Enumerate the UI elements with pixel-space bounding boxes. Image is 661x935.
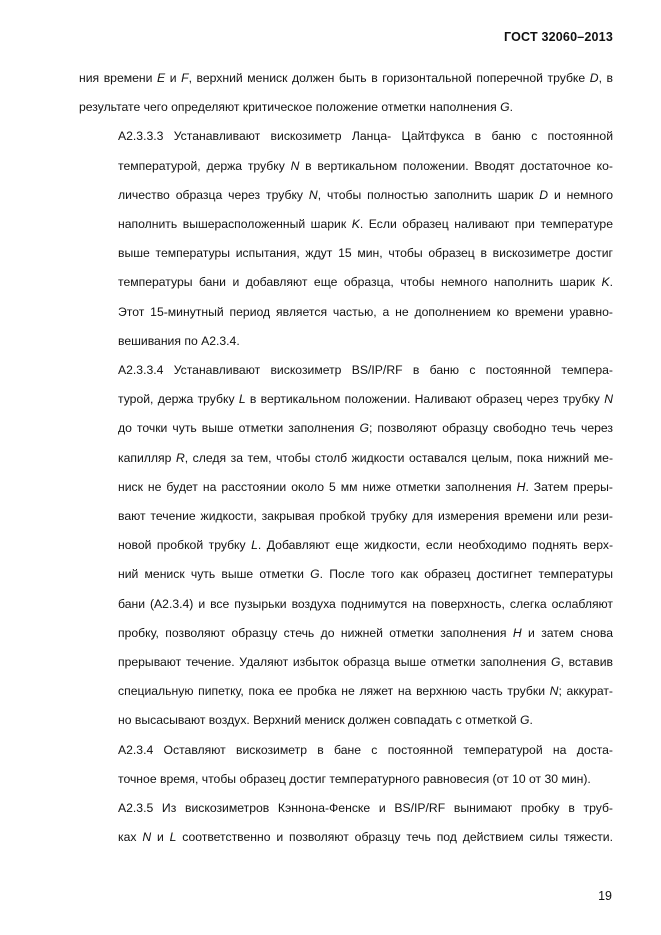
text-line: турой, держа трубку L в вертикальном положении. Наливают образец через трубку N <box>118 392 613 407</box>
document-body <box>79 64 613 852</box>
text-line: новой пробкой трубку L. Добавляют еще жидкости, если необходимо поднять верх- <box>118 538 614 553</box>
text-line: ния времени E и F, верхний мениск должен быть в горизонтальной поперечной трубке D, в <box>79 71 613 85</box>
text-line: Этот 15-минутный период является частью, а не дополнением ко времени уравно- <box>118 304 613 319</box>
text-line: результате чего определяют критическое положение отметки наполнения G. <box>79 100 513 115</box>
text-line: А2.3.3.3 Устанавливают вискозиметр Ланца- Цайтфукса в баню с постоянной <box>118 129 613 144</box>
text-line: личество образца через трубку N, чтобы полностью заполнить шарик D и немного <box>118 187 614 202</box>
text-line: А2.3.4 Оставляют вискозиметр в бане с постоянной температурой на доста- <box>118 742 613 757</box>
text-line: специальную пипетку, пока ее пробка не ляжет на верхнюю часть трубки N; аккурат- <box>118 684 613 699</box>
text-line: пробку, позволяют образцу стечь до нижней отметки заполнения H и затем снова <box>118 625 613 640</box>
text-line: но высасывают воздух. Верхний мениск должен совпадать с отметкой G. <box>118 713 533 728</box>
text-line: температурой, держа трубку N в вертикальном положении. Вводят достаточное ко- <box>118 158 613 173</box>
paragraph-a2-3-3-4 <box>79 356 613 736</box>
text-line: до точки чуть выше отметки заполнения G; позволяют образцу свободно течь через <box>118 421 613 436</box>
text-line: выше температуры испытания, ждут 15 мин, чтобы образец в вискозиметре достиг <box>118 246 613 261</box>
text-line: А2.3.5 Из вискозиметров Кэннона-Фенске и BS/IP/RF вынимают пробку в труб- <box>118 801 613 816</box>
text-line: капилляр R, следя за тем, чтобы столб жидкости оставался целым, пока нижний ме- <box>118 450 614 465</box>
text-line: точное время, чтобы образец достиг температурного равновесия (от 10 от 30 мин). <box>118 771 591 786</box>
text-line: температуры бани и добавляют еще образца, чтобы немного наполнить шарик K. <box>118 275 613 290</box>
text-line: ниск не будет на расстоянии около 5 мм ниже отметки заполнения H. Затем преры- <box>118 479 613 494</box>
paragraph-continuation <box>79 64 613 122</box>
text-line: ний мениск чуть выше отметки G. После того как образец достигнет температуры <box>118 567 613 582</box>
text-line: прерывают течение. Удаляют избыток образца выше отметки заполнения G, вставив <box>118 655 613 670</box>
text-line: бани (А2.3.4) и все пузырьки воздуха поднимутся на поверхность, слегка ослабляют <box>118 596 613 611</box>
paragraph-a2-3-3-3 <box>79 122 613 356</box>
paragraph-a2-3-5 <box>79 794 613 852</box>
page-number: 19 <box>598 889 612 903</box>
text-line: вают течение жидкости, закрывая пробкой трубку для измерения времени или рези- <box>118 509 613 524</box>
text-line: вешивания по А2.3.4. <box>118 333 240 348</box>
document-header: ГОСТ 32060–2013 <box>504 30 613 44</box>
text-line: А2.3.3.4 Устанавливают вискозиметр BS/IP/RF в баню с постоянной темпера- <box>118 363 613 378</box>
text-line: наполнить вышерасположенный шарик K. Если образец наливают при температуре <box>118 217 613 232</box>
text-line: ках N и L соответственно и позволяют образцу течь под действием силы тяжести. <box>118 830 613 845</box>
paragraph-a2-3-4 <box>79 736 613 794</box>
